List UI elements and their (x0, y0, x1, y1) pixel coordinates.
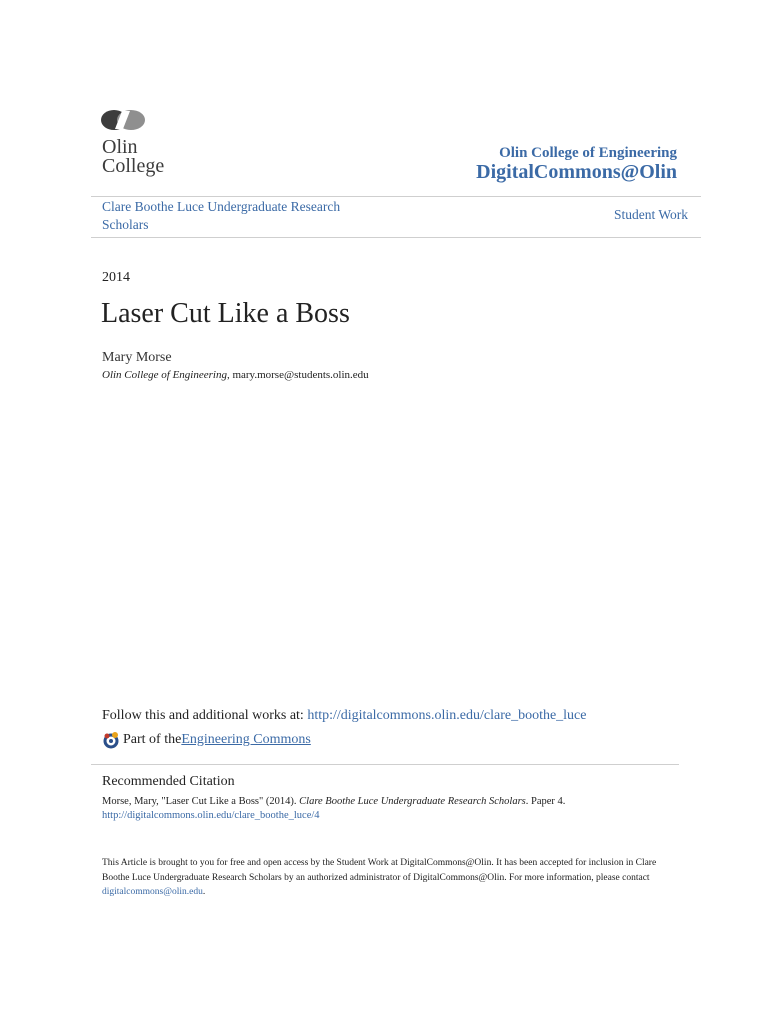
org-name-link[interactable]: Olin College of Engineering (499, 145, 677, 161)
article-title: Laser Cut Like a Boss (101, 298, 350, 329)
olin-swoosh-logo-icon (100, 109, 146, 131)
author-name: Mary Morse (102, 350, 172, 365)
follow-prefix: Follow this and additional works at: (102, 708, 308, 723)
repository-name-link[interactable]: DigitalCommons@Olin (476, 161, 677, 183)
citation-prefix: Morse, Mary, "Laser Cut Like a Boss" (2014). (102, 796, 300, 807)
part-of-line (102, 731, 311, 749)
citation-divider (91, 764, 679, 765)
footer-text: This Article is brought to you for free and open access by the Student Work at DigitalCommons@Olin. It has been accepted for inclusion in Clare Boothe Luce Undergraduate Research Scholars by an authorized administrator of DigitalCommons@Olin. For more information, please contact (102, 858, 657, 883)
author-affiliation (102, 369, 369, 381)
publication-year: 2014 (102, 270, 130, 285)
follow-url-link[interactable]: http://digitalcommons.olin.edu/clare_boothe_luce (307, 708, 587, 723)
logo-line-1: Olin (102, 136, 138, 158)
follow-line (102, 708, 587, 724)
logo-line-2: College (102, 155, 165, 177)
contact-email-link[interactable]: digitalcommons@olin.edu (102, 887, 203, 897)
part-of-prefix: Part of the (123, 732, 182, 747)
engineering-commons-link[interactable]: Engineering Commons (181, 732, 311, 747)
footer-notice (102, 856, 662, 900)
author-email: , mary.morse@students.olin.edu (226, 369, 369, 381)
citation-series: Clare Boothe Luce Undergraduate Research Scholars (299, 796, 526, 807)
network-commons-icon (102, 731, 120, 749)
citation-text (102, 796, 565, 807)
college-wordmark (102, 138, 164, 176)
series-link[interactable]: Clare Boothe Luce Undergraduate Research Scholars (102, 199, 341, 232)
citation-url-link[interactable]: http://digitalcommons.olin.edu/clare_boothe_luce/4 (102, 810, 320, 821)
nav-divider (91, 237, 701, 238)
institution-name: Olin College of Engineering (102, 369, 227, 381)
citation-heading: Recommended Citation (102, 774, 235, 789)
footer-end: . (202, 887, 206, 897)
citation-suffix: . Paper 4. (525, 796, 566, 807)
student-work-link[interactable]: Student Work (613, 207, 688, 222)
top-divider (91, 196, 701, 197)
